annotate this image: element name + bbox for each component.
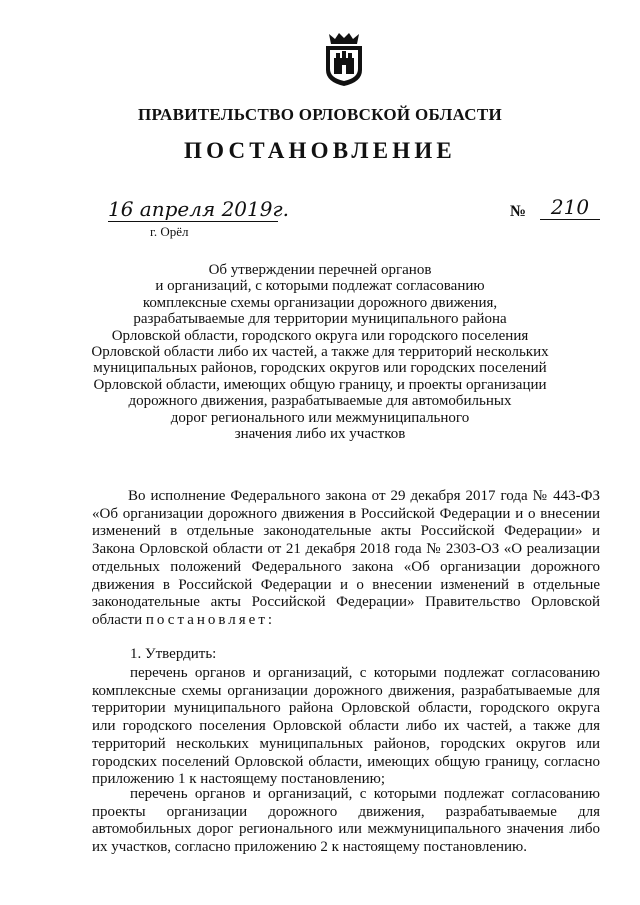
resolves-word: постановляет: [145,611,276,628]
government-name: ПРАВИТЕЛЬСТВО ОРЛОВСКОЙ ОБЛАСТИ [137,105,503,124]
list-item-1: перечень органов и организаций, с которыми подлежат согласованию комплексные схемы организации дорожного движения, разрабатываемые для территории муниципального района Орловской области, городского округа или городского поселения Орловской области либо их частей, а также для территорий нескольких муниципальных районов, городских округов или городских поселений Орловской области, имеющих общую границу, согласно приложению 1 к настоящему постановлению; [92,665,600,788]
title-line: муниципальных районов, городских округов или городских поселений [93,360,547,377]
document-number: 210 [540,195,600,220]
title-line: разрабатываемые для территории муниципального района [133,311,507,328]
document-type: ПОСТАНОВЛЕНИЕ [184,138,456,163]
title-line: дорожного движения, разрабатываемые для автомобильных [128,393,512,410]
list-item-2: перечень органов и организаций, с которыми подлежат согласованию проекты организации дорожного движения, разрабатываемые для автомобильных дорог регионального или межмуниципального значения либо их участков, согласно приложению 2 к настоящему постановлению. [92,786,600,856]
title-line: значения либо их участков [234,426,406,443]
title-line: комплексные схемы организации дорожного движения, [142,294,498,311]
title-line: Орловской области либо их частей, а также для территорий нескольких [91,344,549,361]
document-title [90,262,550,442]
document-date: 16 апреля 2019г. [108,197,289,221]
document-number-label: № [510,203,527,220]
item-1-heading: 1. Утвердить: [130,646,217,662]
title-line: дорог регионального или межмуниципального [170,409,470,426]
document-city: г. Орёл [150,224,189,239]
title-line: Об утверждении перечней органов [208,262,432,278]
preamble-paragraph [92,488,600,630]
preamble-text: Во исполнение Федерального закона от 29 декабря 2017 года № 443-ФЗ «Об организации дорожного движения в Российской Федерации и о внесении изменений в отдельные законодательные акты Российской Федерации» и Закона Орловской области от 21 декабря 2018 года № 2303-ОЗ «О реализации отдельных положений Федерального закона «Об организации дорожного движения в Российской Федерации и о внесении изменений в отдельные законодательные акты Российской Федерации» Правительство Орловской области [92,488,600,628]
title-line: и организаций, с которыми подлежат согласованию [155,278,485,295]
coat-of-arms-emblem [321,30,367,88]
title-line: Орловской области, имеющих общую границу, и проекты организации [93,376,547,393]
title-line: Орловской области, городского округа или городского поселения [111,327,529,344]
